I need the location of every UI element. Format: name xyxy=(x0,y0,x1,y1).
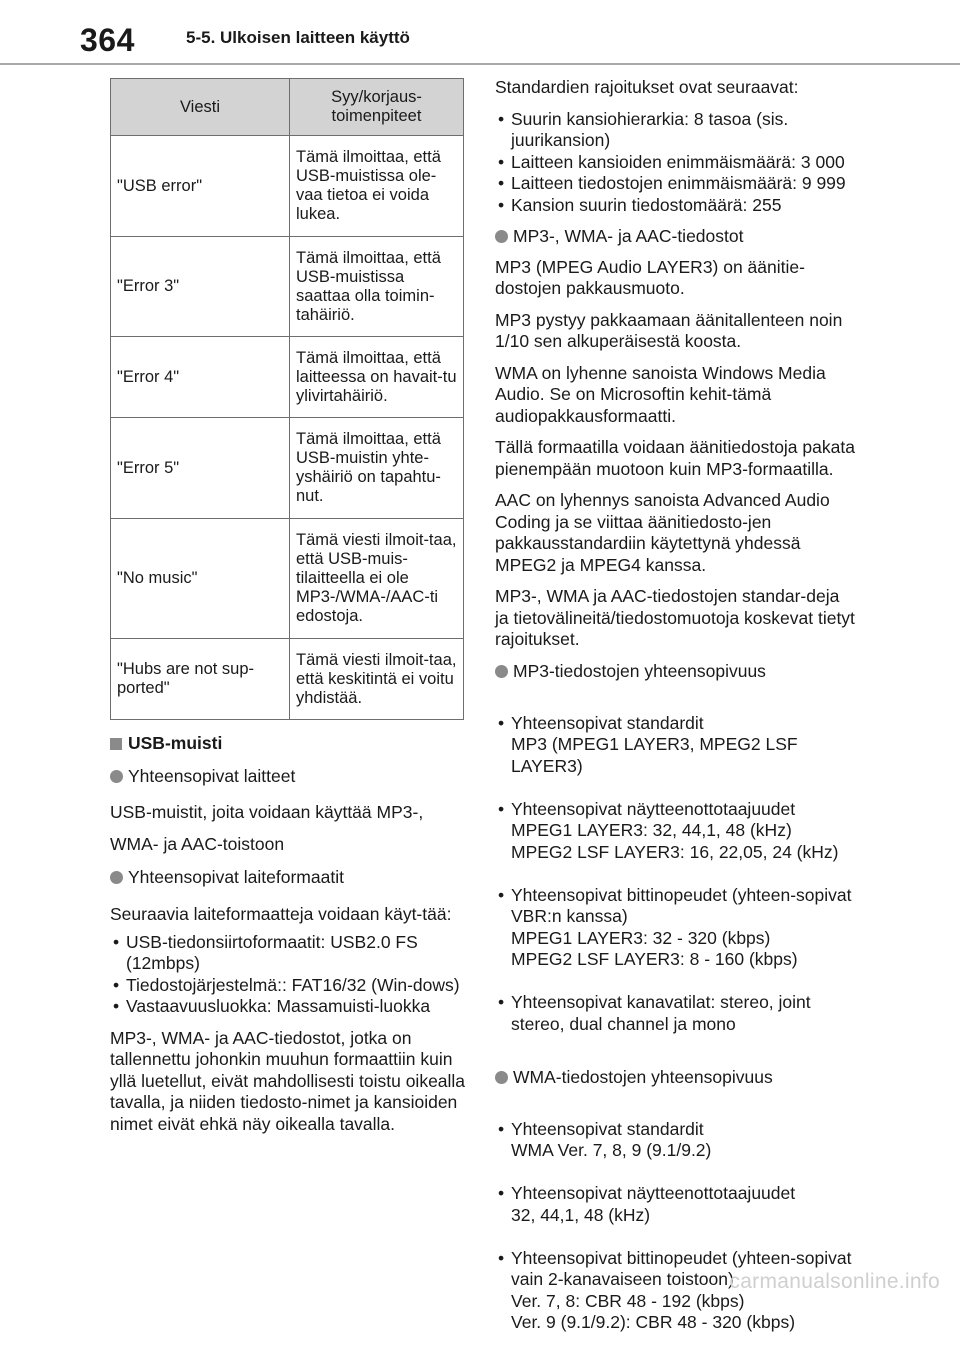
table-header-message: Viesti xyxy=(111,79,290,136)
circle-bullet-icon xyxy=(110,871,123,884)
table-cell-message: "Hubs are not sup-ported" xyxy=(111,639,290,720)
paragraph: MP3-, WMA ja AAC-tiedostojen standar-deja ja tietovälineitä/tiedostomuotoja koskevat tietyt rajoitukset. xyxy=(495,586,855,649)
paragraph: AAC on lyhennys sanoista Advanced Audio Coding ja se viittaa äänitiedosto-jen pakkausstandardiin käytettynä yhdessä MPEG2 ja MPEG4 kanssa. xyxy=(495,490,830,575)
left-column xyxy=(110,733,475,1145)
list-item: • Laitteen tiedostojen enimmäismäärä: 9 999 xyxy=(495,173,855,195)
usb-heading: USB-muisti xyxy=(110,733,475,755)
list-item: • Yhteensopivat kanavatilat: stereo, joint stereo, dual channel ja mono xyxy=(495,992,855,1035)
list-item: • Yhteensopivat standardit WMA Ver. 7, 8, 9 (9.1/9.2) xyxy=(495,1119,855,1162)
circle-bullet-icon xyxy=(495,230,508,243)
wma-heading: WMA-tiedostojen yhteensopivuus xyxy=(495,1067,855,1089)
standards-intro: Standardien rajoitukset ovat seuraavat: xyxy=(495,77,799,97)
list-item: • USB-tiedonsiirtoformaatit: USB2.0 FS (12mbps) xyxy=(110,932,475,975)
wma-list xyxy=(495,1097,855,1355)
list-item: • Yhteensopivat bittinopeudet (yhteen-sopivat vain 2-kanavaiseen toistoon) Ver. 7, 8: CBR 48 - 192 (kbps) Ver. 9 (9.1/9.2): CBR 48 - 320 (kbps) xyxy=(495,1248,855,1334)
table-row xyxy=(111,337,464,418)
table-cell-message: "USB error" xyxy=(111,136,290,237)
table-cell-action: Tämä ilmoittaa, että USB-muistin yhte-yshäiriö on tapahtu-nut. xyxy=(290,418,464,519)
paragraph: MP3 (MPEG Audio LAYER3) on äänitie-dostojen pakkausmuoto. xyxy=(495,256,805,298)
mp3-list xyxy=(495,691,855,1057)
compatible-formats-heading: Yhteensopivat laiteformaatit xyxy=(110,867,475,889)
page-header xyxy=(0,0,960,68)
circle-bullet-icon xyxy=(495,1071,508,1084)
header-divider xyxy=(0,63,960,65)
table-row xyxy=(111,136,464,237)
standards-list xyxy=(495,109,855,217)
format-list xyxy=(110,932,475,1018)
list-item: • Suurin kansiohierarkia: 8 tasoa (sis. juurikansion) xyxy=(495,109,855,152)
list-item: • Yhteensopivat standardit MP3 (MPEG1 LAYER3, MPEG2 LSF LAYER3) xyxy=(495,713,855,778)
paragraph: WMA on lyhenne sanoista Windows Media Audio. Se on Microsoftin kehit-tämä audiopakkausformaatti. xyxy=(495,362,826,426)
table-cell-action: Tämä ilmoittaa, että laitteessa on havait-tu ylivirtahäiriö. xyxy=(290,337,464,418)
table-row xyxy=(111,237,464,337)
table-cell-message: "No music" xyxy=(111,519,290,639)
paragraph: Tällä formaatilla voidaan äänitiedostoja pakata pienempään muotoon kuin MP3-formaatilla. xyxy=(495,437,855,479)
table-row xyxy=(111,639,464,720)
closing-paragraph: MP3-, WMA- ja AAC-tiedostot, jotka on tallennettu johonkin muuhun formaattiin kuin yllä luetellut, eivät mahdollisesti toistu oikealla tavalla, ja niiden tiedosto-nimet ja kansioiden nimet eivät ehkä näy oikealla tavalla. xyxy=(110,1027,466,1134)
table-row xyxy=(111,519,464,639)
table-row xyxy=(111,418,464,519)
circle-bullet-icon xyxy=(110,770,123,783)
mp3-heading: MP3-tiedostojen yhteensopivuus xyxy=(495,661,855,683)
circle-bullet-icon xyxy=(495,665,508,678)
compatible-devices-heading: Yhteensopivat laitteet xyxy=(110,766,475,788)
table-cell-message: "Error 4" xyxy=(111,337,290,418)
table-header-action: Syy/korjaus- toimenpiteet xyxy=(290,79,464,136)
table-header-row xyxy=(111,79,464,136)
table-cell-action: Tämä viesti ilmoit-taa, että USB-muis-tilaitteella ei ole MP3-/WMA-/AAC-ti edostoja. xyxy=(290,519,464,639)
list-item: • Yhteensopivat näytteenottotaajuudet MPEG1 LAYER3: 32, 44,1, 48 (kHz) MPEG2 LSF LAYER3: 16, 22,05, 24 (kHz) xyxy=(495,799,855,864)
compatible-formats-text: Seuraavia laiteformaatteja voidaan käyt-tää: xyxy=(110,903,452,924)
list-item: • Kansion suurin tiedostomäärä: 255 xyxy=(495,195,855,217)
watermark: carmanualsonline.info xyxy=(729,1270,940,1293)
compatible-devices-text: USB-muistit, joita voidaan käyttää MP3-, WMA- ja AAC-toistoon xyxy=(110,802,424,854)
page-number: 364 xyxy=(80,22,135,58)
section-title: 5-5. Ulkoisen laitteen käyttö xyxy=(186,28,410,47)
table-cell-message: "Error 3" xyxy=(111,237,290,337)
table-cell-action: Tämä ilmoittaa, että USB-muistissa saattaa olla toimin-tahäiriö. xyxy=(290,237,464,337)
paragraph: MP3 pystyy pakkaamaan äänitallenteen noin 1/10 sen alkuperäisestä koosta. xyxy=(495,309,843,351)
list-item: • Vastaavuusluokka: Massamuisti-luokka xyxy=(110,996,475,1018)
list-item: • Yhteensopivat bittinopeudet (yhteen-sopivat VBR:n kanssa) MPEG1 LAYER3: 32 - 320 (kbps) MPEG2 LSF LAYER3: 8 - 160 (kbps) xyxy=(495,885,855,971)
files-heading: MP3-, WMA- ja AAC-tiedostot xyxy=(495,226,855,248)
table-cell-action: Tämä ilmoittaa, että USB-muistissa ole-vaa tietoa ei voida lukea. xyxy=(290,136,464,237)
list-item: • Laitteen kansioiden enimmäismäärä: 3 000 xyxy=(495,152,855,174)
table-cell-message: "Error 5" xyxy=(111,418,290,519)
right-column xyxy=(495,77,855,1365)
list-item: • Tiedostojärjestelmä:: FAT16/32 (Win-dows) xyxy=(110,975,475,997)
list-item: • Yhteensopivat näytteenottotaajuudet 32, 44,1, 48 (kHz) xyxy=(495,1183,855,1226)
table-cell-action: Tämä viesti ilmoit-taa, että keskitintä ei voitu yhdistää. xyxy=(290,639,464,720)
square-bullet-icon xyxy=(110,738,122,750)
message-table xyxy=(110,78,464,720)
